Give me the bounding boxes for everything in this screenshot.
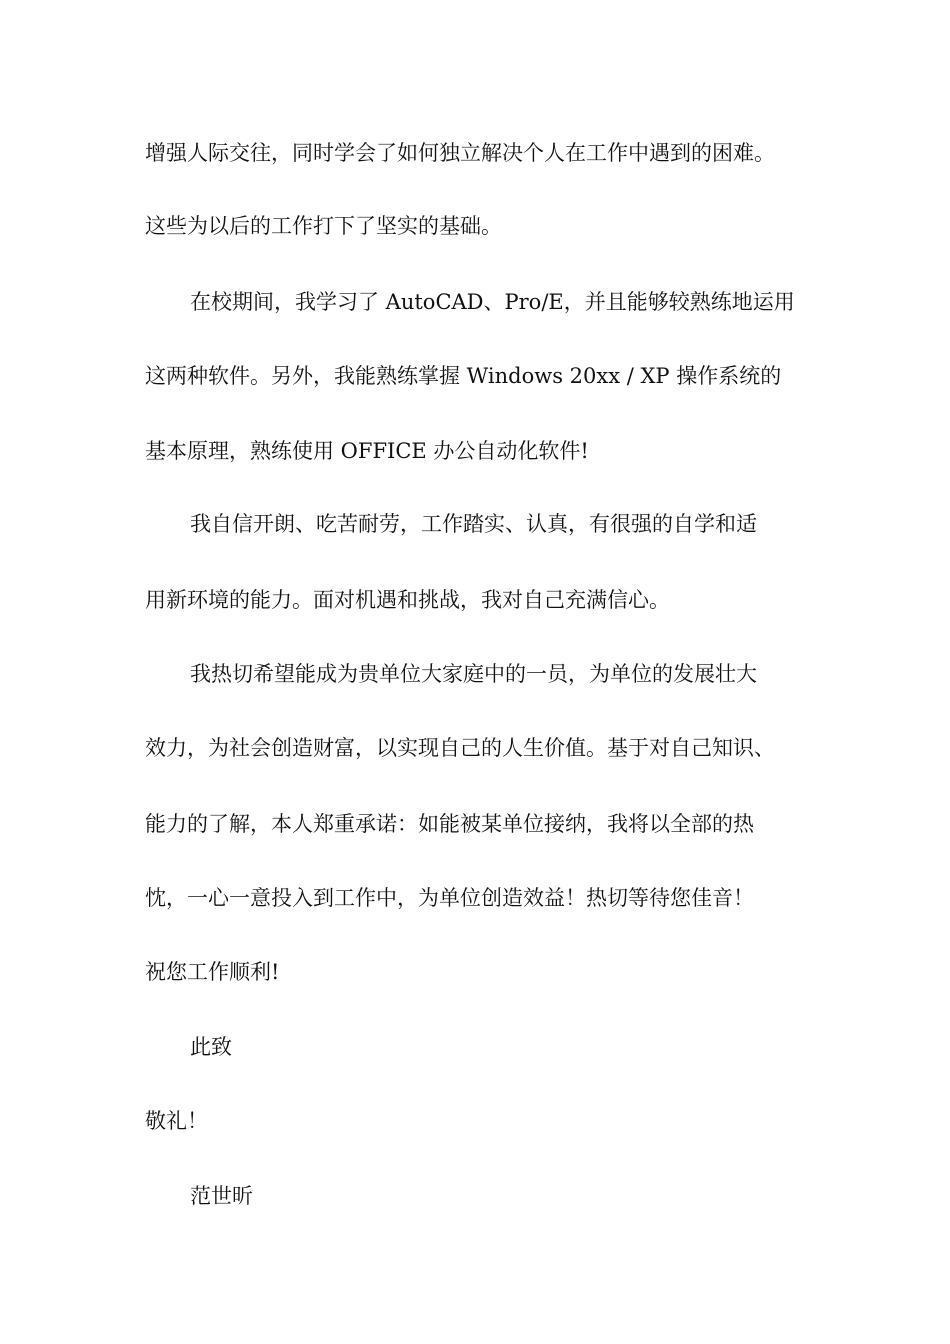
- body-line-11: 忱，一心一意投入到工作中，为单位创造效益！热切等待您佳音！: [145, 886, 754, 910]
- closing-text: 此致: [190, 1035, 232, 1059]
- body-line-8: 我热切希望能成为贵单位大家庭中的一员，为单位的发展壮大: [190, 662, 757, 686]
- body-line-1: 增强人际交往，同时学会了如何独立解决个人在工作中遇到的困难。: [145, 141, 775, 165]
- signature: 范世昕: [190, 1184, 253, 1208]
- body-line-7: 用新环境的能力。面对机遇和挑战，我对自己充满信心。: [145, 588, 670, 612]
- body-line-10: 能力的了解，本人郑重承诺：如能被某单位接纳，我将以全部的热: [145, 812, 754, 836]
- body-line-5: 基本原理，熟练使用 OFFICE 办公自动化软件!: [145, 439, 589, 463]
- body-line-12: 祝您工作顺利!: [145, 960, 280, 984]
- body-line-9: 效力，为社会创造财富，以实现自己的人生价值。基于对自己知识、: [145, 736, 775, 760]
- body-line-6: 我自信开朗、吃苦耐劳，工作踏实、认真，有很强的自学和适: [190, 512, 757, 536]
- body-line-2: 这些为以后的工作打下了坚实的基础。: [145, 214, 502, 238]
- salute-text: 敬礼！: [145, 1109, 208, 1133]
- body-line-3: 在校期间，我学习了 AutoCAD、Pro/E，并且能够较熟练地运用: [190, 290, 795, 314]
- body-line-4: 这两种软件。另外，我能熟练掌握 Windows 20xx / XP 操作系统的: [145, 364, 782, 388]
